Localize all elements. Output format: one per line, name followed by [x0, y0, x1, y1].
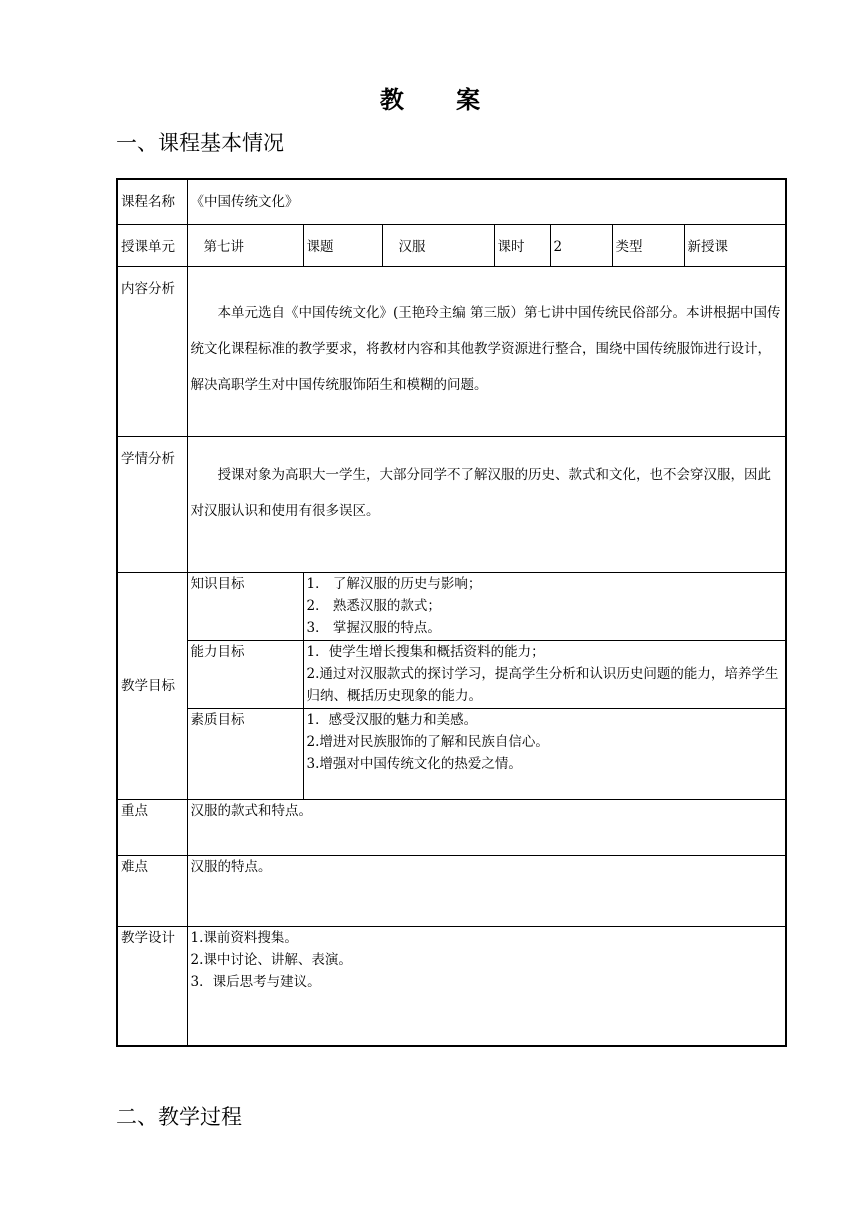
- knowledge-objective-list: [303, 572, 786, 640]
- quality-objective-list: [303, 708, 786, 799]
- list-item: 1． 了解汉服的历史与影响；: [306, 575, 482, 592]
- section-heading-basic-info: 一、课程基本情况: [116, 131, 284, 155]
- unit-label: 授课单元: [117, 224, 187, 266]
- learner-analysis-text: 授课对象为高职大一学生，大部分同学不了解汉服的历史、款式和文化，也不会穿汉服，因此对汉服认识和使用有很多误区。: [190, 466, 771, 519]
- topic-value: 汉服: [382, 224, 494, 266]
- knowledge-objective-label: 知识目标: [187, 572, 303, 640]
- content-analysis-label: 内容分析: [117, 266, 187, 436]
- document-title: 教 案: [379, 85, 503, 114]
- ability-objective-label: 能力目标: [187, 640, 303, 708]
- type-value: 新授课: [684, 224, 786, 266]
- list-item: 2.通过对汉服款式的探讨学习，提高学生分析和认识历史问题的能力，培养学生归纳、概括历史现象的能力。: [306, 665, 779, 704]
- difficulty-value: 汉服的特点。: [187, 855, 786, 926]
- hours-label: 课时: [494, 224, 550, 266]
- objectives-label: 教学目标: [117, 572, 187, 799]
- key-point-value: 汉服的款式和特点。: [187, 799, 786, 855]
- topic-label: 课题: [303, 224, 382, 266]
- course-name-label: 课程名称: [117, 179, 187, 224]
- list-item: 1．感受汉服的魅力和美感。: [306, 711, 478, 728]
- learner-analysis-label: 学情分析: [117, 436, 187, 572]
- section-heading-teaching-process: 二、教学过程: [116, 1105, 242, 1129]
- list-item: 3.增强对中国传统文化的热爱之情。: [306, 755, 522, 772]
- difficulty-label: 难点: [117, 855, 187, 926]
- list-item: 2.课中讨论、讲解、表演。: [190, 951, 352, 968]
- list-item: 2． 熟悉汉服的款式；: [306, 597, 441, 614]
- content-analysis-cell: [187, 266, 786, 436]
- lesson-plan-table: [116, 178, 787, 1047]
- list-item: 3．课后思考与建议。: [190, 973, 321, 990]
- list-item: 3． 掌握汉服的特点。: [306, 619, 441, 636]
- key-point-label: 重点: [117, 799, 187, 855]
- list-item: 1．使学生增长搜集和概括资料的能力；: [306, 643, 545, 660]
- list-item: 1.课前资料搜集。: [190, 929, 298, 946]
- quality-objective-label: 素质目标: [187, 708, 303, 799]
- list-item: 2.增进对民族服饰的了解和民族自信心。: [306, 733, 549, 750]
- teaching-design-label: 教学设计: [117, 926, 187, 1046]
- ability-objective-list: [303, 640, 786, 708]
- course-name-value: 《中国传统文化》: [187, 179, 786, 224]
- type-label: 类型: [612, 224, 684, 266]
- unit-value: 第七讲: [187, 224, 303, 266]
- content-analysis-text: 本单元选自《中国传统文化》(王艳玲主编 第三版）第七讲中国传统民俗部分。本讲根据中国传统文化课程标准的教学要求，将教材内容和其他教学资源进行整合，围绕中国传统服饰进行设计，解决高职学生对中国传统服饰陌生和模糊的问题。: [190, 304, 781, 393]
- learner-analysis-cell: [187, 436, 786, 572]
- teaching-design-list: [187, 926, 786, 1046]
- hours-value: 2: [550, 224, 612, 266]
